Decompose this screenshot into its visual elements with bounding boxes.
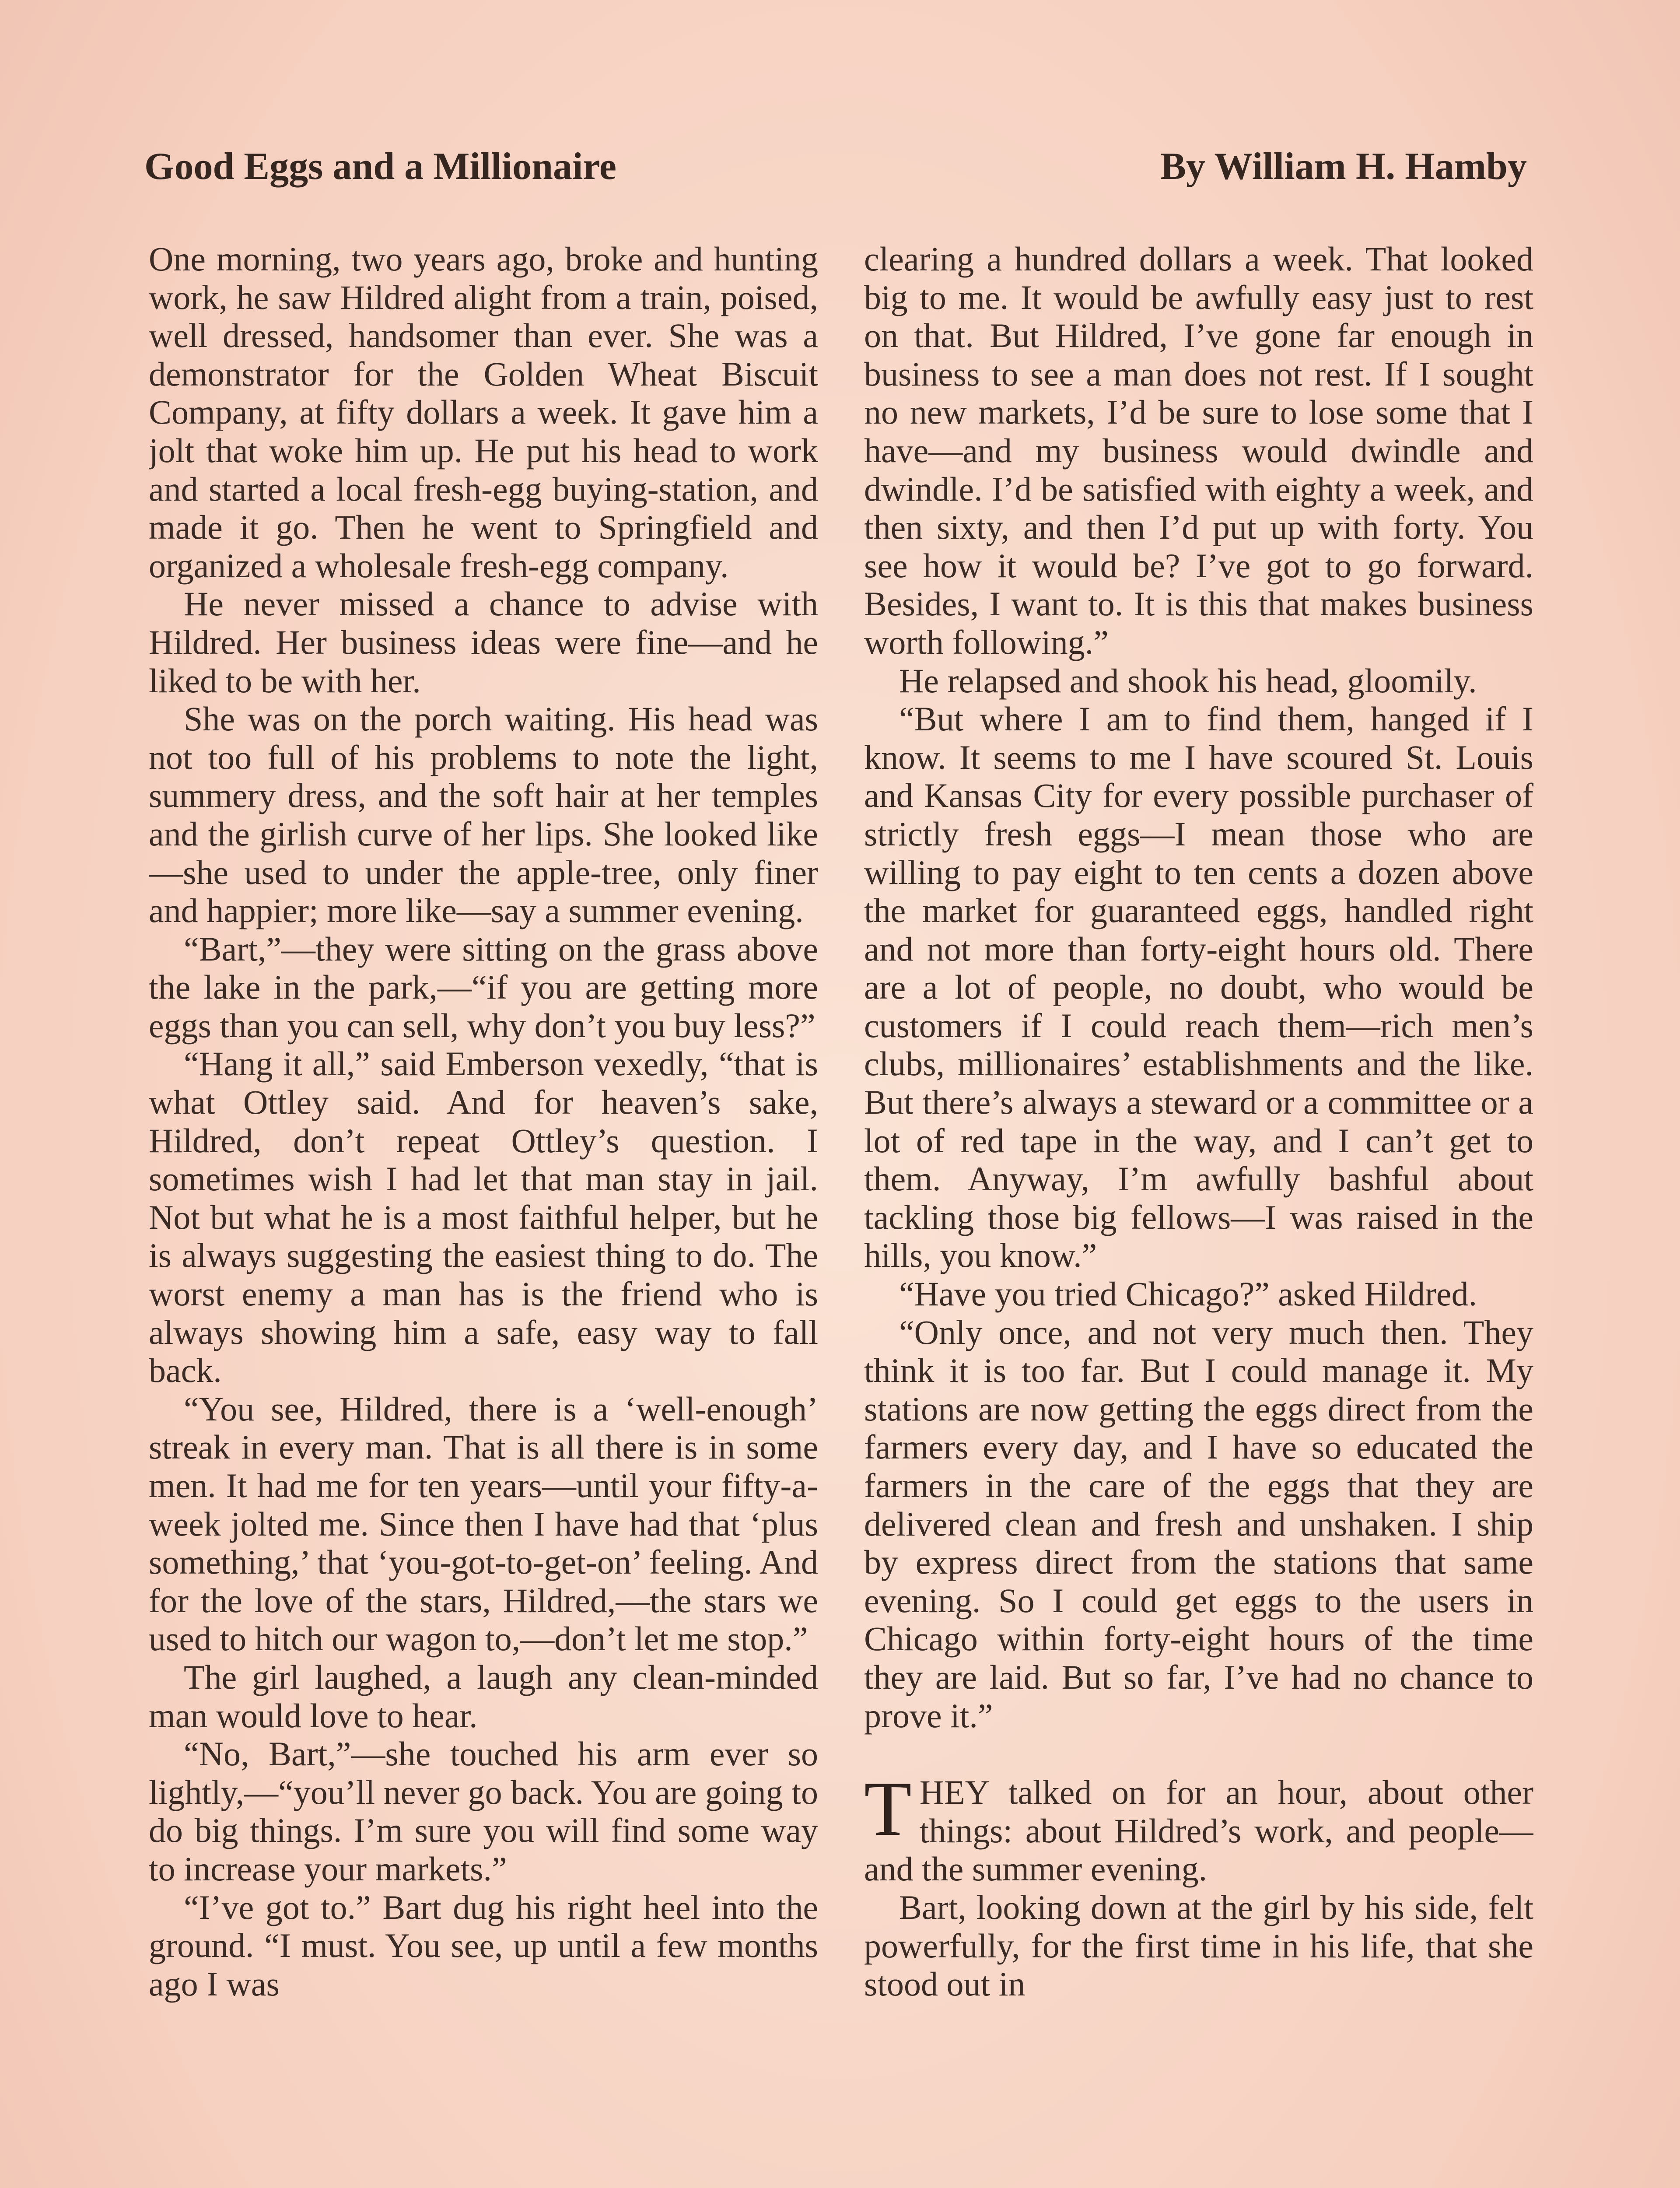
paragraph: “But where I am to find them, hanged if I know. It seems to me I have scoured St. Louis and Kansas City for every possible purchaser of strictly fresh eggs—I mean those who are willing to pay eight to ten cents a dozen above the market for guaranteed eggs, handled right and not more than forty-eight hours old. There are a lot of people, no doubt, who would be customers if I could reach them—rich men’s clubs, millionaires’ establishments and the like. But there’s always a steward or a committee or a lot of red tape in the way, and I can’t get to them. Anyway, I’m awfully bashful about tackling those big fellows—I was raised in the hills, you know.” (864, 700, 1533, 1275)
paragraph: He relapsed and shook his head, gloomily. (899, 661, 1477, 700)
paragraph: The girl laughed, a laugh any clean-minded man would love to hear. (149, 1658, 818, 1735)
section-opening-text: HEY talked on for an hour, about other things: about Hildred’s work, and people—and the summer evening. (864, 1773, 1533, 1888)
left-column (149, 240, 818, 2188)
paragraph: He never missed a chance to advise with Hildred. Her business ideas were fine—and he liked to be with her. (149, 585, 818, 700)
paragraph: “Only once, and not very much then. They think it is too far. But I could manage it. My stations are now getting the eggs direct from the farmers every day, and I have so educated the farmers in the care of the eggs that they are delivered clean and fresh and unshaken. I ship by express direct from the stations that same evening. So I could get eggs to the users in Chicago within forty-eight hours of the time they are laid. But so far, I’ve had no chance to prove it.” (864, 1313, 1533, 1735)
paragraph: One morning, two years ago, broke and hunting work, he saw Hildred alight from a train, poised, well dressed, handsomer than ever. She was a demonstrator for the Golden Wheat Biscuit Company, at fifty dollars a week. It gave him a jolt that woke him up. He put his head to work and started a local fresh-egg buying-station, and made it go. Then he went to Springfield and organized a wholesale fresh-egg company. (149, 240, 818, 585)
paragraph: “Bart,”—they were sitting on the grass above the lake in the park,—“if you are getting more eggs than you can sell, why don’t you buy less?” (149, 929, 818, 1045)
right-column (864, 240, 1533, 2188)
paragraph: “Have you tried Chicago?” asked Hildred. (899, 1275, 1477, 1313)
story-title: Good Eggs and a Millionaire (144, 145, 616, 188)
paragraph: Bart, looking down at the girl by his side, felt powerfully, for the first time in his life, that she stood out in (864, 1888, 1533, 2003)
paragraph: She was on the porch waiting. His head was not too full of his problems to note the light, summery dress, and the soft hair at her temples and the girlish curve of her lips. She looked like—she used to under the apple-tree, only finer and happier; more like—say a summer evening. (149, 700, 818, 930)
paragraph: “I’ve got to.” Bart dug his right heel into the ground. “I must. You see, up until a few months ago I was (149, 1888, 818, 2003)
running-header (144, 144, 1527, 206)
paragraph: “Hang it all,” said Emberson vexedly, “that is what Ottley said. And for heaven’s sake, Hildred, don’t repeat Ottley’s question. I sometimes wish I had let that man stay in jail. Not but what he is a most faithful helper, but he is always suggesting the easiest thing to do. The worst enemy a man has is the friend who is always showing him a safe, easy way to fall back. (149, 1045, 818, 1390)
author-byline: By William H. Hamby (1160, 145, 1527, 188)
paragraph-continuation: clearing a hundred dollars a week. That looked big to me. It would be awfully easy just to rest on that. But Hildred, I’ve gone far enough in business to see a man does not rest. If I sought no new markets, I’d be sure to lose some that I have—and my business would dwindle and dwindle. I’d be satisfied with eighty a week, and then sixty, and then I’d put up with forty. You see how it would be? I’ve got to go forward. Besides, I want to. It is this that makes business worth following.” (864, 240, 1533, 661)
drop-cap: T (864, 1765, 912, 1852)
paragraph: “You see, Hildred, there is a ‘well-enough’ streak in every man. That is all there is in some men. It had me for ten years—until your fifty-a-week jolted me. Since then I have had that ‘plus something,’ that ‘you-got-to-get-on’ feeling. And for the love of the stars, Hildred,—the stars we used to hitch our wagon to,—don’t let me stop.” (149, 1389, 818, 1658)
paragraph: “No, Bart,”—she touched his arm ever so lightly,—“you’ll never go back. You are going to do big things. I’m sure you will find some way to increase your markets.” (149, 1735, 818, 1888)
section-opening-paragraph (864, 1765, 1533, 1888)
